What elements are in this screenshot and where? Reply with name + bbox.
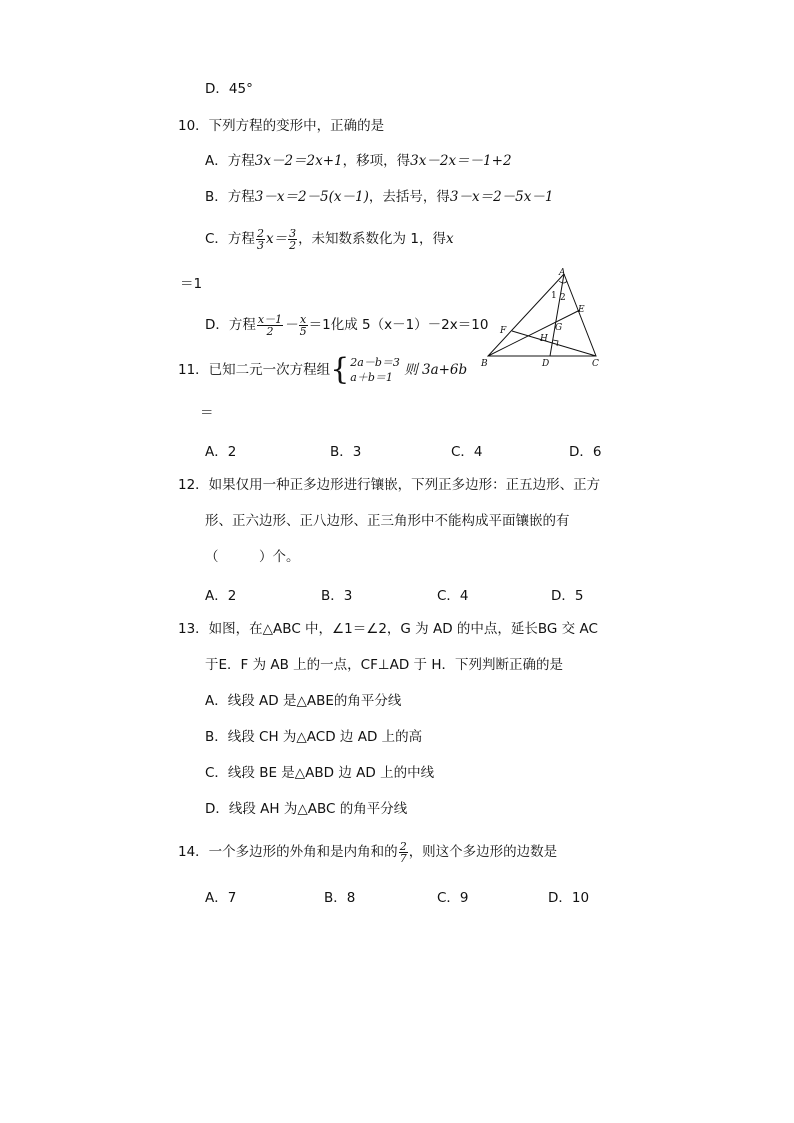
question-10-option-b: B．方程3－x＝2－5(x－1)，去括号，得3－x＝2－5x－1 (205, 189, 554, 205)
question-11-option-b: B．3 (330, 444, 362, 460)
question-12-line-2: 形、正六边形、正八边形、正三角形中不能构成平面镶嵌的有 (205, 513, 570, 529)
question-13-option-a: A．线段 AD 是△ABE的角平分线 (205, 693, 402, 709)
question-11-stem: 11．已知二元一次方程组{ 2a－b＝3 a＋b＝1 则 3a+6b (178, 352, 468, 387)
label-a: A (559, 268, 566, 278)
question-12-line-1: 12．如果仅用一种正多边形进行镶嵌，下列正多边形：正五边形、正方 (178, 477, 601, 493)
question-14-option-d: D．10 (548, 890, 590, 906)
question-13-line-1: 13．如图，在△ABC 中，∠1＝∠2，G 为 AD 的中点，延长BG 交 AC (178, 621, 598, 637)
fraction: $\frac{x-1}{2}$ (257, 312, 283, 338)
question-14-option-b: B．8 (324, 890, 356, 906)
question-10-option-a: A．方程3x－2＝2x+1，移项，得3x－2x＝－1+2 (205, 153, 512, 169)
question-12-option-b: B．3 (321, 588, 353, 604)
question-14-option-a: A．7 (205, 890, 237, 906)
equation-system: 2a－b＝3 a＋b＝1 (350, 356, 400, 384)
fraction: $\frac{2}{3}$ (256, 226, 264, 252)
question-13-option-c: C．线段 BE 是△ABD 边 AD 上的中线 (205, 765, 435, 781)
label-e: E (578, 305, 585, 315)
label-h: H (540, 334, 548, 344)
label-d: D (542, 359, 550, 369)
label-f: F (500, 326, 507, 336)
fraction: $\frac{3}{2}$ (289, 226, 297, 252)
question-13-option-b: B．线段 CH 为△ACD 边 AD 上的高 (205, 729, 423, 745)
fraction: $\frac{2}{7}$ (399, 839, 407, 865)
question-13-option-d: D．线段 AH 为△ABC 的角平分线 (205, 801, 408, 817)
question-12-option-a: A．2 (205, 588, 237, 604)
question-10-option-c-continuation: ＝1 (180, 276, 203, 292)
question-9-option-d: D．45° (205, 81, 253, 97)
question-13-line-2: 于E．F 为 AB 上的一点，CF⊥AD 于 H．下列判断正确的是 (205, 657, 563, 673)
question-12-option-d: D．5 (551, 588, 584, 604)
question-10-stem: 10．下列方程的变形中，正确的是 (178, 118, 385, 134)
label-angle-2: 2 (560, 293, 566, 303)
question-11-option-d: D．6 (569, 444, 602, 460)
question-11-option-a: A．2 (205, 444, 237, 460)
question-14-stem: 14．一个多边形的外角和是内角和的 $\frac{2}{7}$ ，则这个多边形的边数是 (178, 839, 558, 865)
label-c: C (592, 359, 599, 369)
question-11-continuation: ＝ (200, 405, 214, 421)
question-10-option-c: C．方程 $\frac{2}{3}$ x＝ $\frac{3}{2}$ ，未知数系数化为 1，得x (205, 226, 454, 252)
question-14-option-c: C．9 (437, 890, 469, 906)
question-11-option-c: C．4 (451, 444, 483, 460)
question-12-option-c: C．4 (437, 588, 469, 604)
triangle-figure (475, 265, 610, 375)
fraction: $\frac{x}{5}$ (299, 312, 307, 338)
label-angle-1: 1 (551, 291, 557, 301)
label-g: G (555, 323, 563, 333)
brace: { (330, 352, 350, 387)
label-b: B (481, 359, 488, 369)
question-12-line-3: （ ）个。 (205, 549, 300, 565)
question-10-option-d: D．方程 $\frac{x-1}{2}$ － $\frac{x}{5}$ ＝1化成 5（x－1）－2x＝10 (205, 312, 489, 338)
